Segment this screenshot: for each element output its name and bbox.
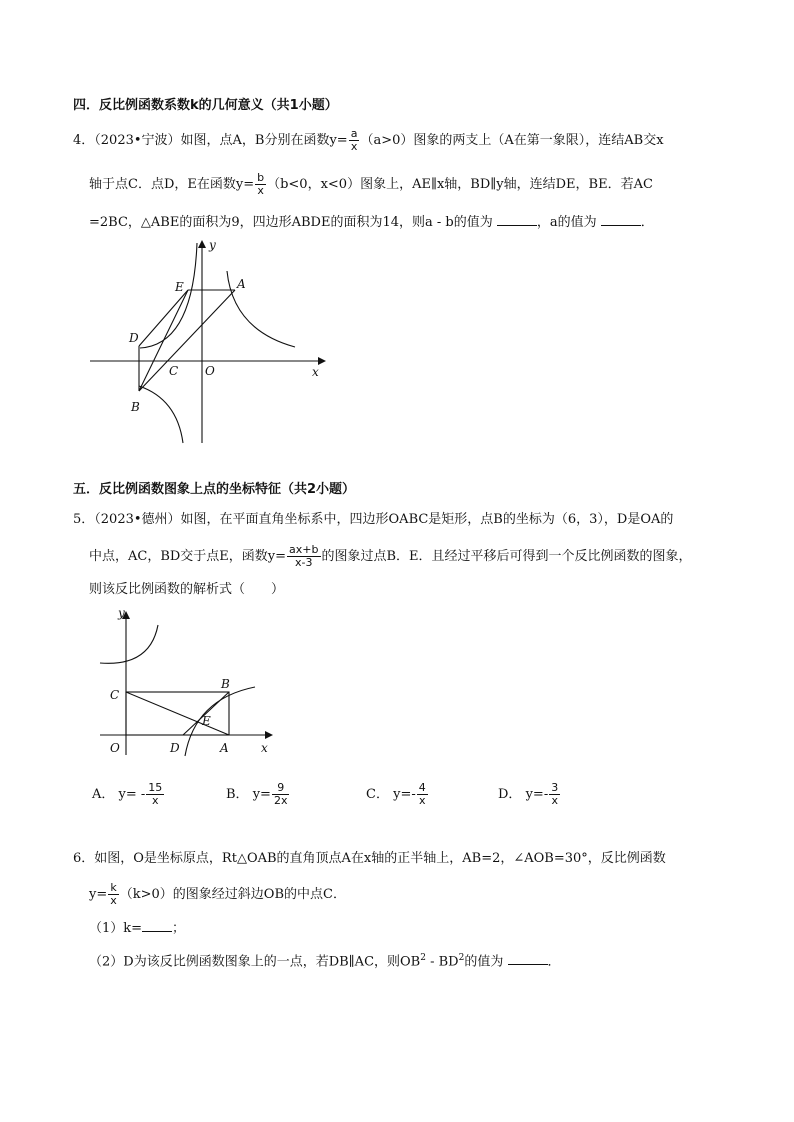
q4-f2-num: b [257, 171, 265, 184]
q4-curve-b-branch [140, 243, 197, 348]
q5-x-arrow [265, 731, 273, 739]
q4-x-arrow [318, 357, 326, 365]
q6-answer-blank-2[interactable] [508, 952, 548, 965]
q6-sub1-end: ； [172, 921, 186, 936]
q4-f2-den: x [257, 184, 264, 197]
q5-option-c-den: x [418, 794, 426, 807]
q5-option-c-label: C． [366, 787, 389, 802]
q4-line2-text-b: （b<0，x<0）图象上，AE∥x轴，BD∥y轴，连结DE，BE．若AC [267, 177, 653, 192]
q5-option-b-pre: y= [252, 787, 271, 802]
section-4-heading: 四．反比例函数系数k的几何意义（共1小题） [73, 98, 338, 113]
q6-f-num: k [108, 882, 119, 895]
q6-line1: 6．如图，O是坐标原点，Rt△OAB的直角顶点A在x轴的正半轴上，AB=2，∠AOB=30°，反比例函数 [73, 851, 666, 866]
q5-option-b-label: B． [226, 787, 249, 802]
q5-f-den: x-3 [295, 556, 313, 569]
q5-curve-upper [100, 625, 158, 663]
q5-line2-text-b: 的图象过点B．E．且经过平移后可得到一个反比例函数的图象， [321, 549, 692, 564]
q4-label-y: y [209, 238, 216, 252]
q4-label-x: x [312, 365, 319, 379]
q4-line1-text-b: （a>0）图象的两支上（A在第一象限），连结AB交x [360, 133, 664, 148]
q4-line3-end: ． [640, 215, 654, 230]
q4-line3-text-a: =2BC，△ABE的面积为9，四边形ABDE的面积为14，则a - b的值为 [89, 215, 493, 230]
q6-sub2-text-b: - BD [425, 954, 459, 970]
q6-sub2 [89, 949, 561, 971]
q6-sub1-text: （1）k= [89, 921, 143, 936]
q5-option-b-num: 9 [272, 782, 290, 795]
q5-option-a-label: A． [92, 787, 115, 802]
q6-sup-a: 2 [420, 953, 426, 963]
q5-option-d-label: D． [498, 787, 522, 802]
q4-line2 [89, 172, 653, 197]
q5-option-b-fraction [272, 782, 290, 807]
q4-segment-BE [139, 290, 188, 391]
q4-line2-text-a: 轴于点C．点D，E在函数y= [89, 177, 255, 192]
q5-option-c[interactable] [366, 782, 429, 807]
q5-label-O: O [110, 741, 120, 755]
q5-option-c-pre: y=- [393, 787, 416, 802]
q5-option-c-fraction [417, 782, 428, 807]
q4-line1-text-a: 4．（2023•宁波）如图，点A，B分别在函数y= [73, 133, 348, 148]
q5-option-a-num: 15 [148, 781, 163, 794]
q6-f-den: x [110, 894, 117, 907]
q6-answer-blank-k[interactable] [142, 919, 172, 932]
q5-option-a-fraction [146, 782, 164, 807]
q4-figure [85, 235, 330, 450]
q4-y-arrow [198, 240, 206, 248]
q5-option-a-pre: y= - [118, 787, 146, 802]
q5-line2 [89, 544, 692, 569]
q5-label-E: E [202, 714, 211, 728]
q4-line3 [89, 213, 654, 232]
q4-answer-blank-2[interactable] [601, 213, 641, 226]
q6-sub1 [89, 919, 185, 938]
q6-sub2-text-a: （2）D为该反比例函数图象上的一点，若DB∥AC，则OB [89, 954, 421, 970]
q4-fraction-a-over-x [349, 128, 360, 153]
q5-figure [95, 603, 285, 758]
q5-option-d-pre: y=- [525, 787, 549, 802]
q5-label-C: C [110, 688, 120, 702]
q4-label-B: B [131, 400, 140, 414]
q4-label-D: D [129, 331, 139, 345]
q5-label-x: x [261, 741, 268, 755]
q4-fraction-b-over-x [255, 172, 266, 197]
q5-label-A: A [220, 741, 229, 755]
q5-segment-AC [126, 692, 229, 735]
q5-line3: 则该反比例函数的解析式（ ） [89, 582, 285, 597]
q6-sub2-text-c: 的值为 [464, 954, 504, 970]
q5-line2-text-a: 中点，AC，BD交于点E，函数y= [89, 549, 287, 564]
q5-f-num: ax+b [289, 543, 319, 556]
q4-label-O: O [205, 364, 215, 378]
q5-line1: 5．（2023•德州）如图，在平面直角坐标系中，四边形OABC是矩形，点B的坐标为（6，3），D是OA的 [73, 512, 674, 527]
q4-answer-blank-1[interactable] [497, 213, 537, 226]
q6-sub2-end: ． [547, 954, 561, 970]
q4-line1 [73, 128, 664, 153]
q4-segment-DE [139, 290, 188, 346]
section-5-heading: 五．反比例函数图象上点的坐标特征（共2小题） [73, 482, 356, 497]
q4-label-C: C [169, 364, 179, 378]
q4-curve-a-branch3 [139, 386, 183, 443]
q5-option-c-num: 4 [418, 781, 426, 794]
q4-line3-text-b: ，a的值为 [536, 215, 597, 230]
q6-line2-text-b: （k>0）的图象经过斜边OB的中点C． [119, 887, 346, 902]
q5-option-b[interactable] [226, 782, 290, 807]
q4-label-A: A [237, 277, 246, 291]
q5-label-y: y [118, 606, 125, 620]
q4-f1-den: x [350, 140, 358, 153]
q5-option-d-fraction [549, 782, 560, 807]
q5-option-d-den: x [551, 794, 558, 807]
q5-option-d-num: 3 [551, 781, 559, 794]
q5-option-b-den: 2x [273, 794, 288, 807]
q6-line2 [89, 882, 346, 907]
q5-option-a-den: x [152, 794, 159, 807]
q5-option-d[interactable] [498, 782, 561, 807]
q4-label-E: E [175, 280, 184, 294]
q6-fraction [108, 882, 119, 907]
q5-option-a[interactable] [92, 782, 165, 807]
q4-f1-num: a [350, 127, 358, 140]
q5-label-B: B [221, 677, 230, 691]
q6-line2-text-a: y= [89, 887, 108, 902]
q5-label-D: D [170, 741, 180, 755]
q6-sup-b: 2 [458, 953, 465, 963]
q5-fraction [287, 544, 320, 569]
